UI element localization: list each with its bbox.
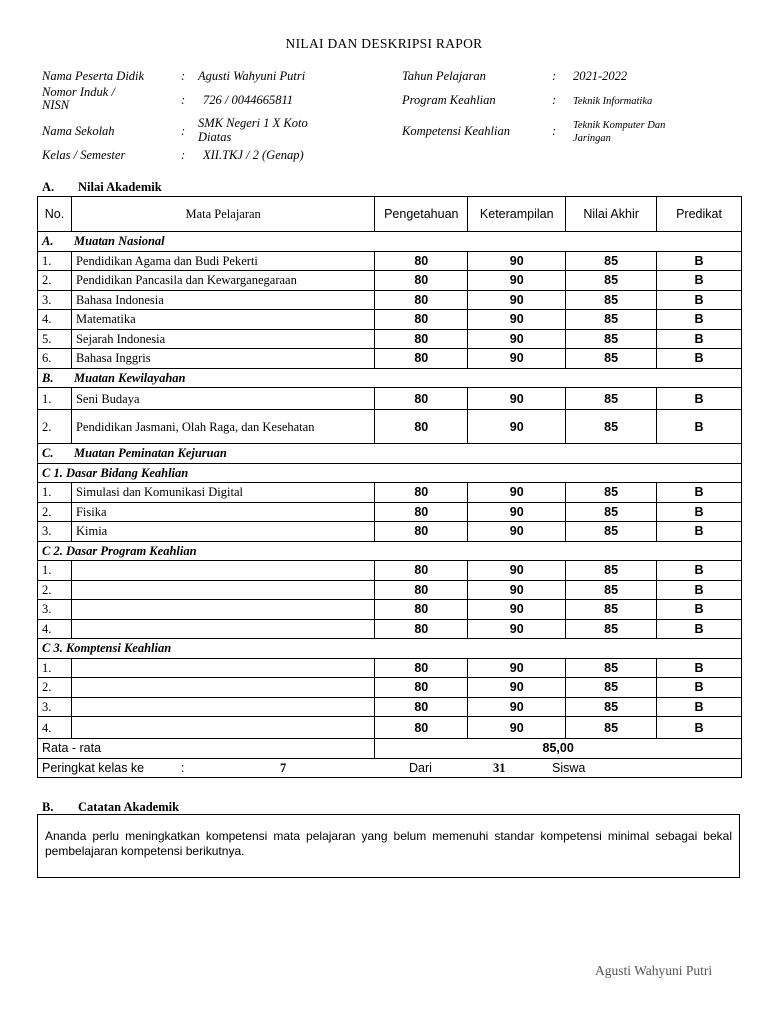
competency-line2: Jaringan	[573, 133, 611, 144]
table-row	[38, 502, 742, 522]
subject-name: Pendidikan Pancasila dan Kewarganegaraan	[71, 271, 374, 291]
row-number: 6.	[38, 349, 72, 369]
section-b-number: B.	[42, 800, 54, 814]
header-predicate: Predikat	[657, 197, 742, 232]
academic-note-text: Ananda perlu meningkatkan kompetensi mata pelajaran yang belum memenuhi standar kompetensi minimal sebagai bekal pembelajaran kompetensi berikutnya.	[45, 829, 732, 858]
student-name: Agusti Wahyuni Putri	[198, 69, 306, 83]
skill-score: 90	[468, 717, 566, 739]
competency-label: Kompetensi Keahlian	[402, 124, 510, 138]
skill-score: 90	[468, 697, 566, 717]
knowledge-score: 80	[375, 310, 468, 330]
predicate: B	[657, 658, 742, 678]
final-score: 85	[566, 619, 657, 639]
subgroup-row	[38, 463, 742, 483]
predicate: B	[657, 349, 742, 369]
subgroup-heading: C 1. Dasar Bidang Keahlian	[38, 463, 742, 483]
row-number: 1.	[38, 658, 72, 678]
table-body	[38, 232, 742, 778]
average-value: 85,00	[375, 739, 742, 759]
predicate: B	[657, 388, 742, 410]
competency-line1: Teknik Komputer Dan	[573, 120, 666, 131]
final-score: 85	[566, 658, 657, 678]
row-number: 5.	[38, 329, 72, 349]
colon: :	[552, 69, 557, 83]
rank-cell	[38, 758, 742, 778]
row-number: 4.	[38, 310, 72, 330]
school-year: 2021-2022	[573, 69, 628, 83]
knowledge-score: 80	[375, 388, 468, 410]
table-row	[38, 310, 742, 330]
group-heading	[38, 444, 742, 464]
average-row	[38, 739, 742, 759]
row-number: 4.	[38, 619, 72, 639]
rank-row	[38, 758, 742, 778]
row-number: 4.	[38, 717, 72, 739]
group-number: C.	[42, 446, 54, 461]
subject-name: Sejarah Indonesia	[71, 329, 374, 349]
subject-name: Kimia	[71, 522, 374, 542]
group-heading	[38, 232, 742, 252]
header-final: Nilai Akhir	[566, 197, 657, 232]
colon: :	[552, 93, 557, 107]
table-row	[38, 410, 742, 444]
student-info-left	[42, 70, 372, 170]
colon: :	[181, 93, 186, 107]
final-score: 85	[566, 697, 657, 717]
student-signature-name: Agusti Wahyuni Putri	[595, 963, 713, 978]
knowledge-score: 80	[375, 697, 468, 717]
skill-score: 90	[468, 600, 566, 620]
final-score: 85	[566, 483, 657, 503]
final-score: 85	[566, 600, 657, 620]
table-row	[38, 619, 742, 639]
rank-total: 31	[493, 760, 506, 775]
name-label: Nama Peserta Didik	[42, 69, 145, 83]
school-label: Nama Sekolah	[42, 124, 115, 138]
group-row	[38, 232, 742, 252]
skill-score: 90	[468, 483, 566, 503]
knowledge-score: 80	[375, 349, 468, 369]
knowledge-score: 80	[375, 678, 468, 698]
subject-name	[71, 580, 374, 600]
row-number: 2.	[38, 678, 72, 698]
section-b-title: Catatan Akademik	[78, 800, 180, 814]
predicate: B	[657, 502, 742, 522]
header-knowledge: Pengetahuan	[375, 197, 468, 232]
table-row	[38, 329, 742, 349]
row-number: 3.	[38, 522, 72, 542]
knowledge-score: 80	[375, 600, 468, 620]
skill-score: 90	[468, 388, 566, 410]
row-number: 1.	[38, 251, 72, 271]
knowledge-score: 80	[375, 619, 468, 639]
rank-label: Peringkat kelas ke	[42, 760, 145, 775]
group-number: B.	[42, 370, 54, 385]
row-number: 3.	[38, 600, 72, 620]
header-skill: Keterampilan	[468, 197, 566, 232]
section-a-heading	[42, 180, 342, 196]
final-score: 85	[566, 388, 657, 410]
row-number: 2.	[38, 502, 72, 522]
skill-score: 90	[468, 310, 566, 330]
colon: :	[181, 148, 186, 162]
row-number: 2.	[38, 271, 72, 291]
nis-label-line2: NISN	[42, 98, 70, 112]
skill-score: 90	[468, 329, 566, 349]
predicate: B	[657, 410, 742, 444]
school-line1: SMK Negeri 1 X Koto	[198, 116, 308, 130]
table-row	[38, 290, 742, 310]
table-row	[38, 483, 742, 503]
subject-name	[71, 697, 374, 717]
section-a-title: Nilai Akademik	[78, 180, 162, 194]
predicate: B	[657, 310, 742, 330]
predicate: B	[657, 697, 742, 717]
academic-note-box	[37, 814, 740, 878]
skill-score: 90	[468, 678, 566, 698]
group-title: Muatan Kewilayahan	[74, 370, 186, 385]
final-score: 85	[566, 310, 657, 330]
predicate: B	[657, 251, 742, 271]
program-value: Teknik Informatika	[573, 96, 653, 107]
final-score: 85	[566, 522, 657, 542]
average-label: Rata - rata	[38, 739, 375, 759]
final-score: 85	[566, 271, 657, 291]
predicate: B	[657, 580, 742, 600]
table-row	[38, 251, 742, 271]
knowledge-score: 80	[375, 522, 468, 542]
skill-score: 90	[468, 251, 566, 271]
final-score: 85	[566, 349, 657, 369]
knowledge-score: 80	[375, 502, 468, 522]
predicate: B	[657, 717, 742, 739]
skill-score: 90	[468, 658, 566, 678]
group-row	[38, 444, 742, 464]
colon: :	[181, 69, 186, 83]
skill-score: 90	[468, 580, 566, 600]
knowledge-score: 80	[375, 290, 468, 310]
skill-score: 90	[468, 349, 566, 369]
subject-name: Fisika	[71, 502, 374, 522]
table-row	[38, 717, 742, 739]
section-a-number: A.	[42, 180, 55, 194]
row-number: 1.	[38, 483, 72, 503]
subject-name	[71, 600, 374, 620]
knowledge-score: 80	[375, 271, 468, 291]
year-label: Tahun Pelajaran	[402, 69, 486, 83]
final-score: 85	[566, 678, 657, 698]
subgroup-row	[38, 639, 742, 659]
skill-score: 90	[468, 619, 566, 639]
row-number: 2.	[38, 580, 72, 600]
skill-score: 90	[468, 271, 566, 291]
knowledge-score: 80	[375, 561, 468, 581]
predicate: B	[657, 561, 742, 581]
subject-name: Seni Budaya	[71, 388, 374, 410]
student-nis: 726 / 0044665811	[203, 93, 294, 107]
table-row	[38, 697, 742, 717]
final-score: 85	[566, 290, 657, 310]
class-semester: XII.TKJ / 2 (Genap)	[203, 148, 304, 162]
predicate: B	[657, 522, 742, 542]
grades-table	[37, 196, 742, 778]
subgroup-row	[38, 541, 742, 561]
predicate: B	[657, 600, 742, 620]
table-row	[38, 600, 742, 620]
subject-name: Pendidikan Jasmani, Olah Raga, dan Kesehatan	[71, 410, 374, 444]
skill-score: 90	[468, 502, 566, 522]
class-label: Kelas / Semester	[42, 148, 126, 162]
nis-label-line1: Nomor Induk /	[42, 85, 115, 99]
group-number: A.	[42, 234, 54, 249]
final-score: 85	[566, 580, 657, 600]
subject-name: Bahasa Indonesia	[71, 290, 374, 310]
group-title: Muatan Peminatan Kejuruan	[74, 446, 227, 461]
subject-name	[71, 561, 374, 581]
subject-name	[71, 717, 374, 739]
final-score: 85	[566, 717, 657, 739]
row-number: 1.	[38, 561, 72, 581]
skill-score: 90	[468, 561, 566, 581]
skill-score: 90	[468, 522, 566, 542]
header-subject: Mata Pelajaran	[71, 197, 374, 232]
subject-name	[71, 658, 374, 678]
knowledge-score: 80	[375, 717, 468, 739]
group-title: Muatan Nasional	[74, 234, 165, 249]
header-no: No.	[38, 197, 72, 232]
table-row	[38, 271, 742, 291]
rank-of-label: Dari	[409, 760, 432, 775]
skill-score: 90	[468, 410, 566, 444]
subject-name: Bahasa Inggris	[71, 349, 374, 369]
predicate: B	[657, 290, 742, 310]
subject-name: Simulasi dan Komunikasi Digital	[71, 483, 374, 503]
colon: :	[552, 124, 557, 138]
subject-name: Matematika	[71, 310, 374, 330]
subgroup-heading: C 2. Dasar Program Keahlian	[38, 541, 742, 561]
subject-name	[71, 619, 374, 639]
knowledge-score: 80	[375, 658, 468, 678]
table-row	[38, 561, 742, 581]
table-row	[38, 658, 742, 678]
final-score: 85	[566, 329, 657, 349]
group-heading	[38, 368, 742, 388]
table-row	[38, 580, 742, 600]
page-title: NILAI DAN DESKRIPSI RAPOR	[285, 36, 483, 51]
subject-name	[71, 678, 374, 698]
table-row	[38, 678, 742, 698]
final-score: 85	[566, 251, 657, 271]
knowledge-score: 80	[375, 251, 468, 271]
knowledge-score: 80	[375, 329, 468, 349]
table-row	[38, 349, 742, 369]
rank-unit: Siswa	[552, 760, 586, 775]
colon: :	[181, 124, 186, 138]
subject-name: Pendidikan Agama dan Budi Pekerti	[71, 251, 374, 271]
row-number: 2.	[38, 410, 72, 444]
table-row	[38, 522, 742, 542]
final-score: 85	[566, 561, 657, 581]
knowledge-score: 80	[375, 580, 468, 600]
predicate: B	[657, 483, 742, 503]
rank-value: 7	[280, 760, 287, 775]
table-header-row	[38, 197, 742, 232]
program-label: Program Keahlian	[402, 93, 496, 107]
knowledge-score: 80	[375, 410, 468, 444]
row-number: 1.	[38, 388, 72, 410]
predicate: B	[657, 678, 742, 698]
skill-score: 90	[468, 290, 566, 310]
final-score: 85	[566, 502, 657, 522]
table-row	[38, 388, 742, 410]
final-score: 85	[566, 410, 657, 444]
predicate: B	[657, 329, 742, 349]
row-number: 3.	[38, 290, 72, 310]
knowledge-score: 80	[375, 483, 468, 503]
rank-colon: :	[181, 760, 185, 775]
student-info-right	[402, 70, 732, 170]
row-number: 3.	[38, 697, 72, 717]
group-row	[38, 368, 742, 388]
predicate: B	[657, 619, 742, 639]
predicate: B	[657, 271, 742, 291]
school-line2: Diatas	[198, 130, 232, 144]
subgroup-heading: C 3. Komptensi Keahlian	[38, 639, 742, 659]
